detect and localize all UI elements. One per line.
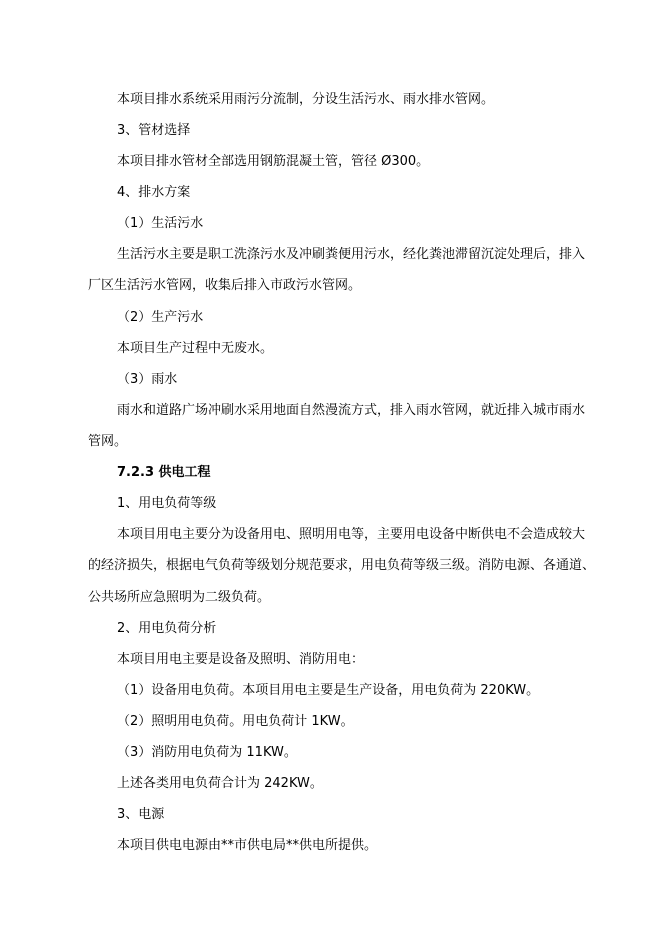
subheading-production-sewage: （2）生产污水 [117,310,204,325]
paragraph-pipe-material: 本项目排水管材全部选用钢筋混凝土管，管径 Ø300。 [117,154,430,169]
list-item-lighting-load: （2）照明用电负荷。用电负荷计 1KW。 [117,714,354,729]
paragraph-domestic-sewage-line2: 厂区生活污水管网，收集后排入市政污水管网。 [88,278,362,293]
paragraph-drainage-system: 本项目排水系统采用雨污分流制，分设生活污水、雨水排水管网。 [117,92,495,107]
section-heading-power-supply: 7.2.3 供电工程 [117,465,211,480]
paragraph-load-analysis: 本项目用电主要是设备及照明、消防用电： [117,652,365,667]
heading-power-source: 3、电源 [117,807,165,822]
paragraph-rainwater-line2: 管网。 [88,434,128,449]
paragraph-load-level-line1: 本项目用电主要分为设备用电、照明用电等，主要用电设备中断供电不会造成较大 [117,527,586,542]
heading-load-level: 1、用电负荷等级 [117,496,217,511]
paragraph-domestic-sewage-line1: 生活污水主要是职工洗涤污水及冲刷粪便用污水，经化粪池滞留沉淀处理后，排入 [117,247,586,262]
subheading-domestic-sewage: （1）生活污水 [117,216,204,231]
paragraph-load-total: 上述各类用电负荷合计为 242KW。 [117,776,323,791]
paragraph-power-source: 本项目供电电源由**市供电局**供电所提供。 [117,838,378,853]
heading-pipe-selection: 3、管材选择 [117,123,191,138]
paragraph-load-level-line3: 公共场所应急照明为二级负荷。 [88,590,271,605]
heading-load-analysis: 2、用电负荷分析 [117,621,217,636]
paragraph-load-level-line2: 的经济损失，根据电气负荷等级划分规范要求，用电负荷等级三级。消防电源、各通道、 [88,558,596,573]
subheading-rainwater: （3）雨水 [117,372,178,387]
list-item-fire-load: （3）消防用电负荷为 11KW。 [117,745,297,760]
paragraph-rainwater-line1: 雨水和道路广场冲刷水采用地面自然漫流方式，排入雨水管网，就近排入城市雨水 [117,403,586,418]
list-item-equipment-load: （1）设备用电负荷。本项目用电主要是生产设备，用电负荷为 220KW。 [117,683,540,698]
heading-drainage-plan: 4、排水方案 [117,185,191,200]
paragraph-production-sewage: 本项目生产过程中无废水。 [117,341,274,356]
